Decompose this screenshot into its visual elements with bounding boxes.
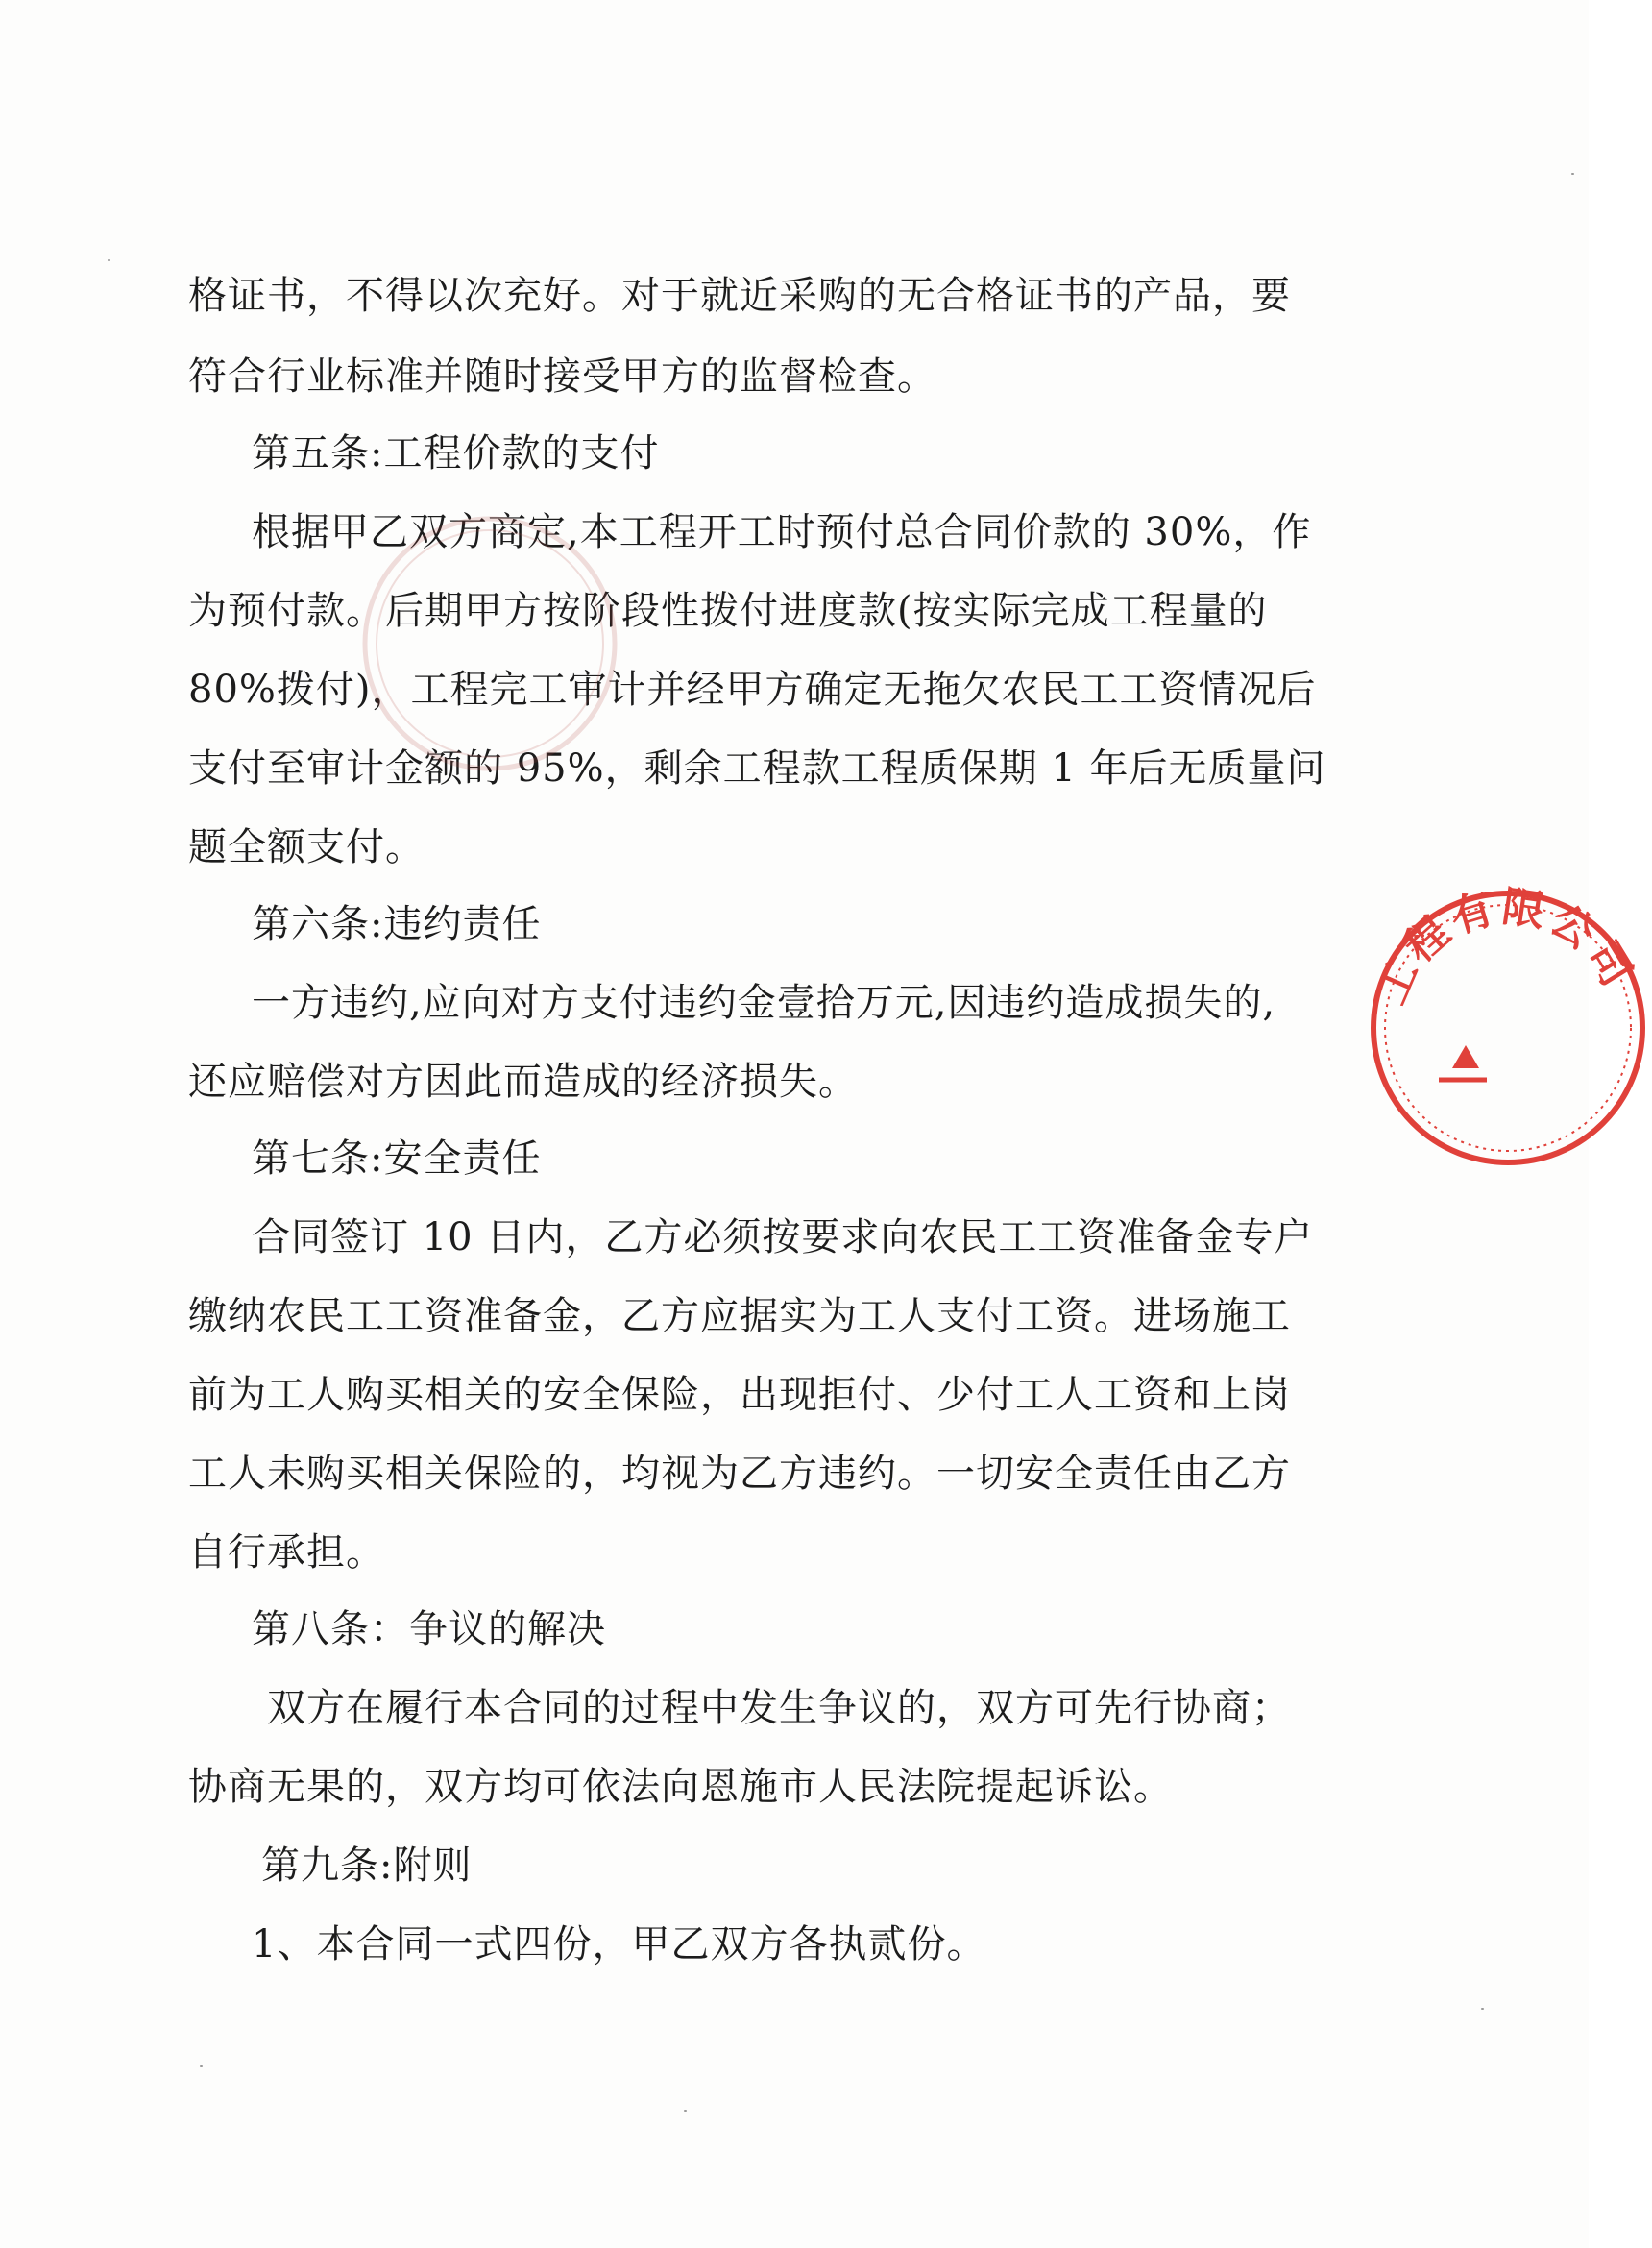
article-7-heading: 第七条:安全责任 (252, 1136, 542, 1181)
body-line: 符合行业标准并随时接受甲方的监督检查。 (188, 354, 936, 399)
svg-text:工程有限公司 (1367, 884, 1643, 1012)
article-7-line: 缴纳农民工工资准备金，乙方应据实为工人支付工资。进场施工 (188, 1294, 1291, 1338)
company-seal-image (1364, 884, 1652, 1172)
scan-speck (108, 259, 110, 261)
body-line: 格证书，不得以次充好。对于就近采购的无合格证书的产品，要 (188, 274, 1291, 318)
seal-text: 工程有限公司 (1366, 884, 1643, 1012)
article-9-heading: 第九条:附则 (261, 1844, 473, 1888)
article-8-line: 协商无果的，双方均可依法向恩施市人民法院提起诉讼。 (188, 1765, 1173, 1809)
article-6-line: 一方违约,应向对方支付违约金壹拾万元,因违约造成损失的, (252, 981, 1276, 1025)
article-6-line: 还应赔偿对方因此而造成的经济损失。 (188, 1060, 858, 1104)
scan-speck (1571, 173, 1574, 175)
article-7-line: 合同签订 10 日内，乙方必须按要求向农民工工资准备金专户 (252, 1215, 1314, 1259)
ghost-seal-image (346, 500, 634, 788)
article-9-line: 1、本合同一式四份，甲乙双方各执贰份。 (252, 1922, 986, 1967)
scan-speck (1481, 2008, 1484, 2010)
article-5-line: 题全额支付。 (188, 825, 425, 869)
article-7-line: 工人未购买相关保险的，均视为乙方违约。一切安全责任由乙方 (188, 1452, 1291, 1496)
article-5-line: 根据甲乙双方商定,本工程开工时预付总合同价款的 30%，作 (252, 510, 1312, 554)
article-5-line: 为预付款。后期甲方按阶段性拨付进度款(按实际完成工程量的 (188, 589, 1268, 633)
article-8-heading: 第八条：争议的解决 (252, 1607, 606, 1651)
article-6-heading: 第六条:违约责任 (252, 902, 542, 946)
article-7-line: 自行承担。 (188, 1530, 385, 1575)
article-7-line: 前为工人购买相关的安全保险，出现拒付、少付工人工资和上岗 (188, 1373, 1291, 1417)
article-5-heading: 第五条:工程价款的支付 (252, 431, 660, 476)
article-8-line: 双方在履行本合同的过程中发生争议的，双方可先行协商； (267, 1686, 1291, 1730)
article-5-line: 支付至审计金额的 95%，剩余工程款工程质保期 1 年后无质量问 (188, 746, 1326, 791)
scan-speck (200, 2065, 203, 2067)
scan-speck (684, 2110, 687, 2112)
article-5-line: 80%拨付)，工程完工审计并经甲方确定无拖欠农民工工资情况后 (188, 668, 1317, 712)
